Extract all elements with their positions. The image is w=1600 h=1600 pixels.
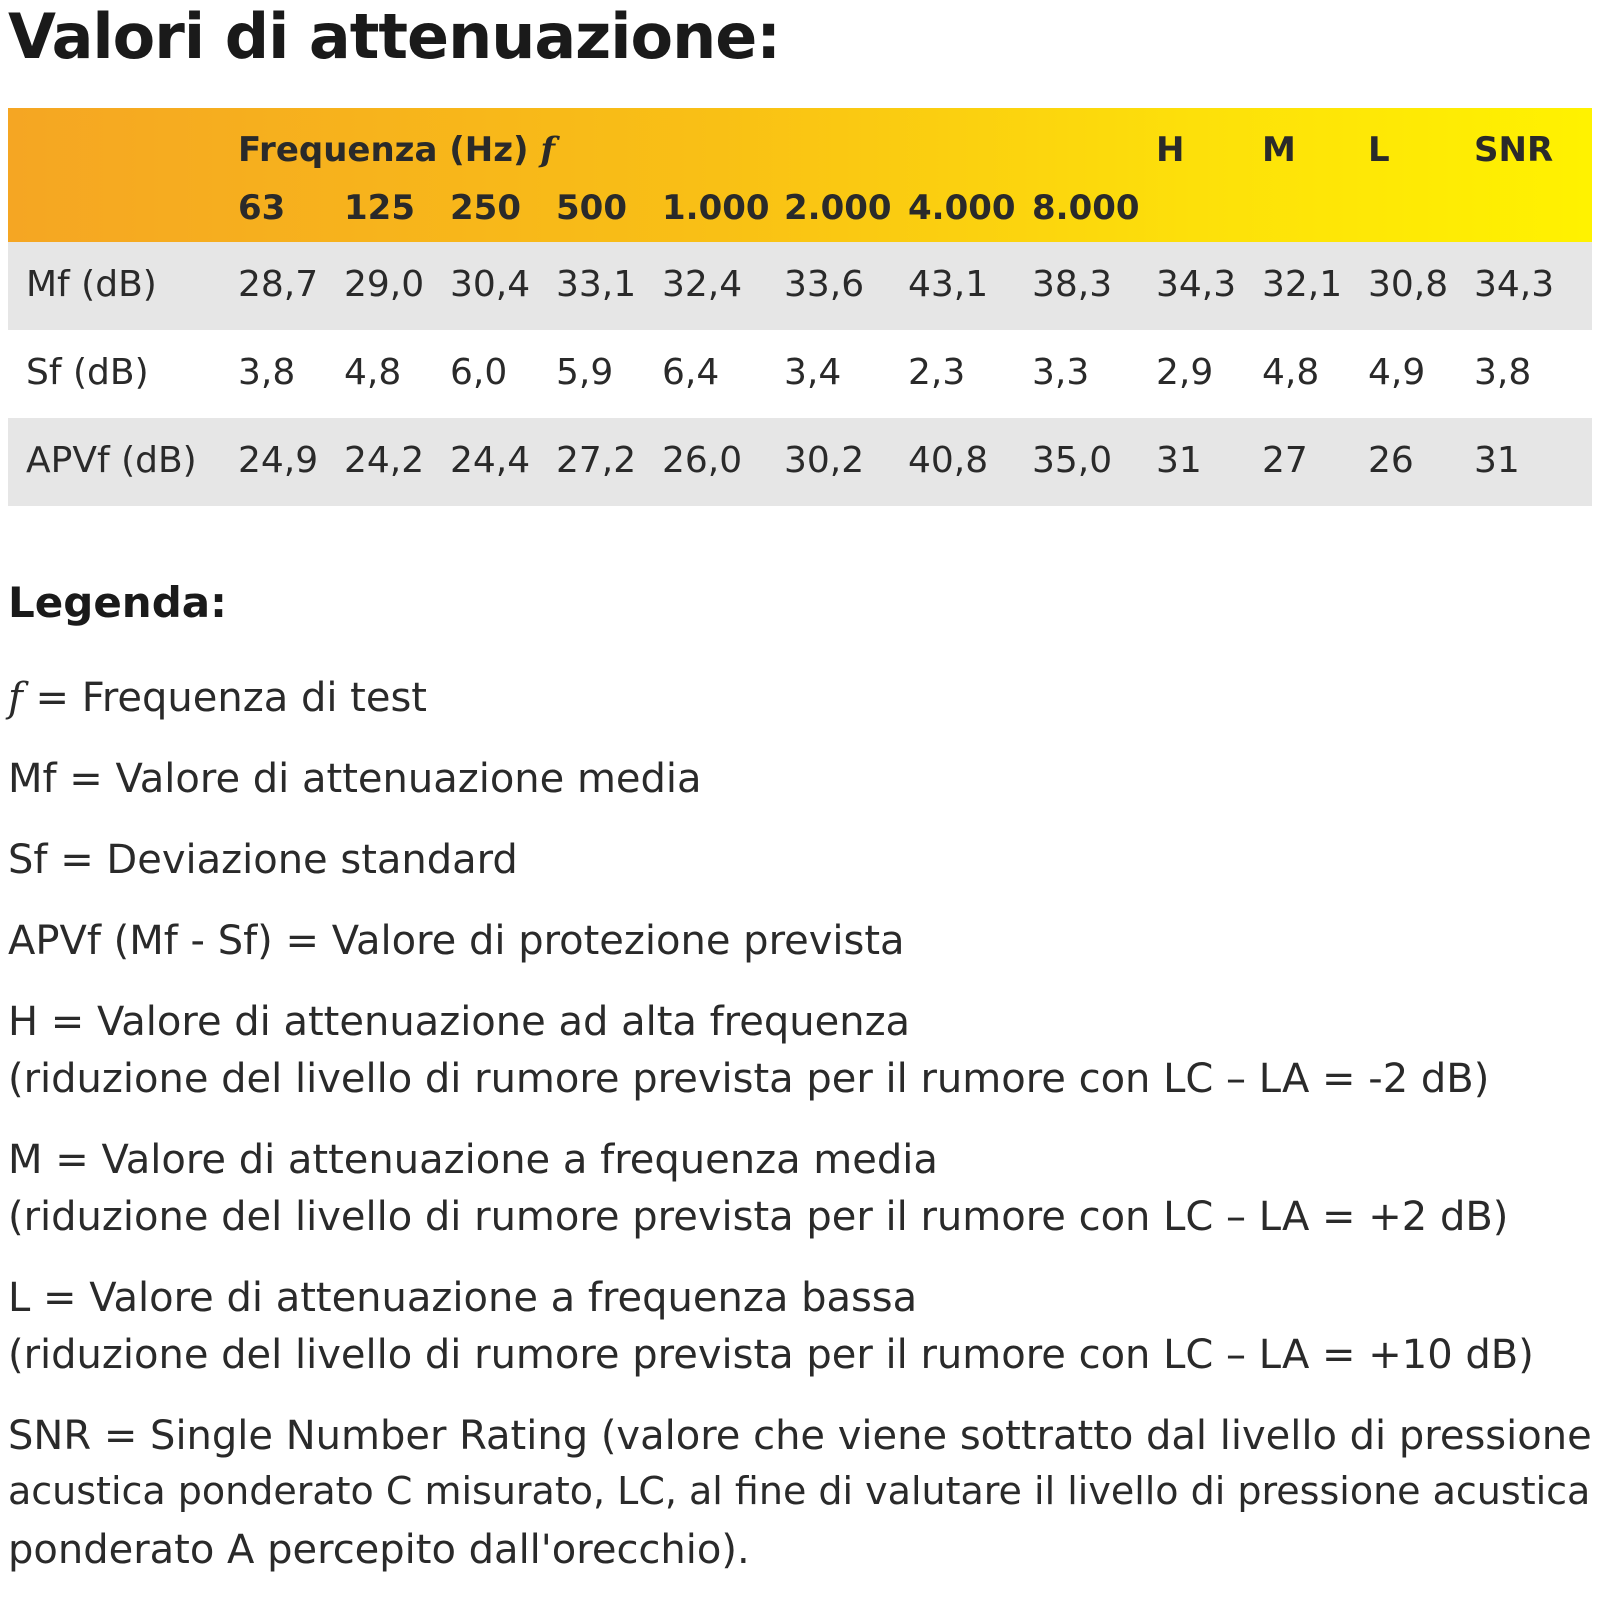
table-cell: 34,3 (1474, 264, 1555, 305)
table-cell: 4,8 (344, 352, 402, 393)
legend-m-line1: M = Valore di attenuazione a frequenza media (8, 1137, 938, 1183)
table-cell: 30,8 (1368, 264, 1449, 305)
table-cell: 6,0 (450, 352, 508, 393)
frequency-header (238, 130, 555, 170)
table-cell: 27,2 (556, 440, 637, 481)
freq-header-250: 250 (450, 188, 521, 228)
table-cell: 35,0 (1032, 440, 1113, 481)
row-label: Mf (dB) (26, 264, 157, 305)
legend-mf: Mf = Valore di attenuazione media (8, 756, 702, 802)
header-l: L (1368, 130, 1390, 170)
table-cell: 32,4 (662, 264, 743, 305)
header-m: M (1262, 130, 1296, 170)
legend-snr-line3: ponderato A percepito dall'orecchio). (8, 1527, 750, 1573)
table-cell: 6,4 (662, 352, 720, 393)
freq-header-8000: 8.000 (1032, 188, 1140, 228)
table-cell: 3,3 (1032, 352, 1090, 393)
attenuation-table (8, 108, 1592, 506)
table-cell: 3,8 (1474, 352, 1532, 393)
table-cell: 31 (1156, 440, 1202, 481)
table-cell: 40,8 (908, 440, 989, 481)
legend-h-line2: (riduzione del livello di rumore prevista per il rumore con LC – LA = -2 dB) (8, 1056, 1490, 1102)
table-cell: 2,9 (1156, 352, 1214, 393)
freq-header-4000: 4.000 (908, 188, 1016, 228)
legend-f (8, 674, 427, 722)
table-cell: 30,4 (450, 264, 531, 305)
table-header (8, 108, 1592, 242)
table-cell: 24,4 (450, 440, 531, 481)
freq-header-125: 125 (344, 188, 415, 228)
table-cell: 4,9 (1368, 352, 1426, 393)
table-cell: 32,1 (1262, 264, 1343, 305)
table-cell: 33,6 (784, 264, 865, 305)
table-row-apvf (8, 418, 1592, 506)
legend-l-line2: (riduzione del livello di rumore prevista per il rumore con LC – LA = +10 dB) (8, 1332, 1534, 1378)
table-cell: 30,2 (784, 440, 865, 481)
table-cell: 34,3 (1156, 264, 1237, 305)
table-row-sf (8, 330, 1592, 418)
table-cell: 27 (1262, 440, 1308, 481)
table-cell: 31 (1474, 440, 1520, 481)
table-cell: 3,8 (238, 352, 296, 393)
freq-header-1000: 1.000 (662, 188, 770, 228)
table-cell: 5,9 (556, 352, 614, 393)
header-snr: SNR (1474, 130, 1554, 170)
legend-title: Legenda: (8, 578, 227, 627)
legend-f-text: = Frequenza di test (22, 675, 427, 721)
table-cell: 29,0 (344, 264, 425, 305)
table-cell: 28,7 (238, 264, 319, 305)
frequency-header-symbol: f (540, 130, 556, 170)
legend-apvf: APVf (Mf - Sf) = Valore di protezione prevista (8, 918, 905, 964)
table-cell: 4,8 (1262, 352, 1320, 393)
legend-h-line1: H = Valore di attenuazione ad alta frequenza (8, 999, 911, 1045)
legend-m-line2: (riduzione del livello di rumore prevista per il rumore con LC – LA = +2 dB) (8, 1194, 1509, 1240)
freq-header-63: 63 (238, 188, 286, 228)
legend-l-line1: L = Valore di attenuazione a frequenza bassa (8, 1275, 918, 1321)
table-row-mf (8, 242, 1592, 330)
frequency-header-label: Frequenza (Hz) (238, 130, 529, 170)
legend-f-symbol: f (8, 675, 23, 721)
freq-header-2000: 2.000 (784, 188, 892, 228)
table-cell: 24,2 (344, 440, 425, 481)
page-title: Valori di attenuazione: (8, 0, 781, 73)
legend-snr-line2: acustica ponderato C misurato, LC, al fine di valutare il livello di pressione acustica (8, 1469, 1591, 1513)
header-h: H (1156, 130, 1185, 170)
table-cell: 24,9 (238, 440, 319, 481)
table-cell: 26 (1368, 440, 1414, 481)
table-cell: 26,0 (662, 440, 743, 481)
row-label: APVf (dB) (26, 440, 197, 481)
table-cell: 43,1 (908, 264, 989, 305)
row-label: Sf (dB) (26, 352, 149, 393)
legend-snr-line1: SNR = Single Number Rating (valore che viene sottratto dal livello di pressione (8, 1413, 1592, 1459)
table-cell: 38,3 (1032, 264, 1113, 305)
table-cell: 33,1 (556, 264, 637, 305)
freq-header-500: 500 (556, 188, 627, 228)
legend-sf: Sf = Deviazione standard (8, 837, 518, 883)
table-cell: 2,3 (908, 352, 966, 393)
table-cell: 3,4 (784, 352, 842, 393)
